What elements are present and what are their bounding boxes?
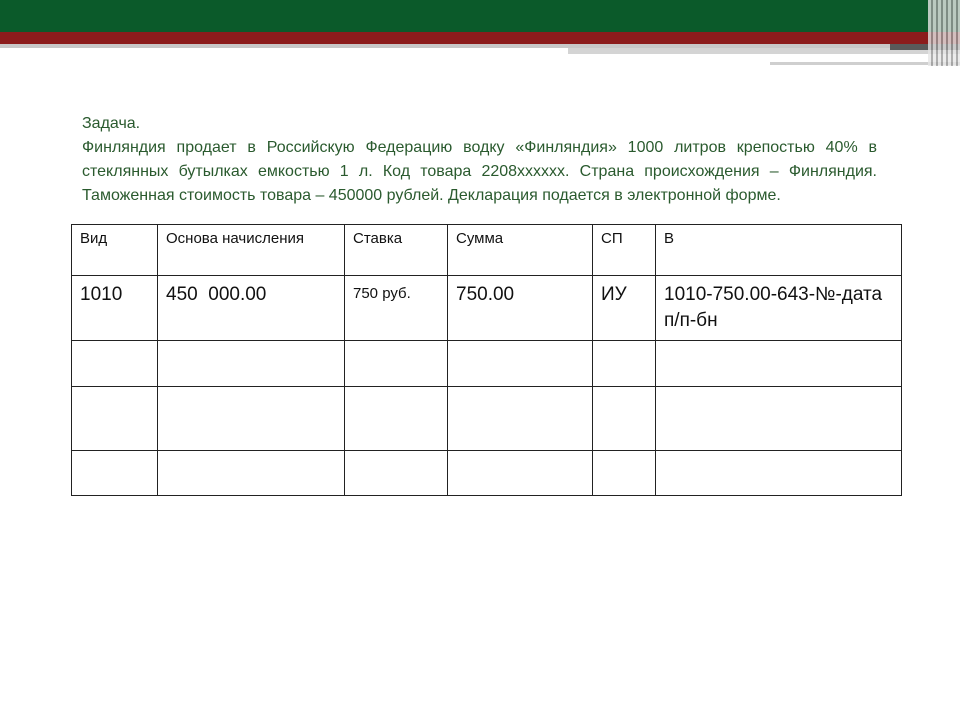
table-cell <box>72 451 158 496</box>
task-text: Финляндия продает в Российскую Федерацию водку «Финляндия» 1000 литров крепостью 40% в стеклянных бутылках емкостью 1 л. Код товара 2208xxxxxx. Страна происхождения – Финляндия. Таможенная стоимость товара – 450000 рублей. Декларация подается в электронной форме. <box>82 139 877 204</box>
table-cell <box>448 387 593 451</box>
cell-summa: 750.00 <box>448 276 593 341</box>
task-title: Задача. <box>82 115 141 132</box>
table-cell <box>345 387 448 451</box>
cell-stavka: 750 руб. <box>345 276 448 341</box>
table-cell <box>345 451 448 496</box>
table-header-row <box>72 225 902 276</box>
decorative-stripes <box>928 0 960 66</box>
header-banner-red <box>0 32 960 44</box>
table-cell <box>72 341 158 387</box>
header-banner-green <box>0 0 960 32</box>
cell-sp: ИУ <box>593 276 656 341</box>
cell-vid: 1010 <box>72 276 158 341</box>
header-stavka: Ставка <box>345 225 448 276</box>
table-row <box>72 276 902 341</box>
table-cell <box>345 341 448 387</box>
table-row <box>72 387 902 451</box>
table-cell <box>593 387 656 451</box>
table-cell <box>448 341 593 387</box>
cell-osnova: 450 000.00 <box>158 276 345 341</box>
table-cell <box>72 387 158 451</box>
table-cell <box>158 451 345 496</box>
table-cell <box>656 341 902 387</box>
table-cell <box>593 451 656 496</box>
cell-v: 1010-750.00-643-№-дата п/п-бн <box>656 276 902 341</box>
header-osnova: Основа начисления <box>158 225 345 276</box>
table-row <box>72 451 902 496</box>
table-cell <box>448 451 593 496</box>
header-sp: СП <box>593 225 656 276</box>
table-cell <box>656 451 902 496</box>
table-cell <box>158 341 345 387</box>
table-cell <box>656 387 902 451</box>
table-row <box>72 341 902 387</box>
header-vid: Вид <box>72 225 158 276</box>
table-cell <box>158 387 345 451</box>
task-description <box>82 112 877 208</box>
table-cell <box>593 341 656 387</box>
header-v: В <box>656 225 902 276</box>
customs-payment-table <box>71 224 902 496</box>
header-summa: Сумма <box>448 225 593 276</box>
